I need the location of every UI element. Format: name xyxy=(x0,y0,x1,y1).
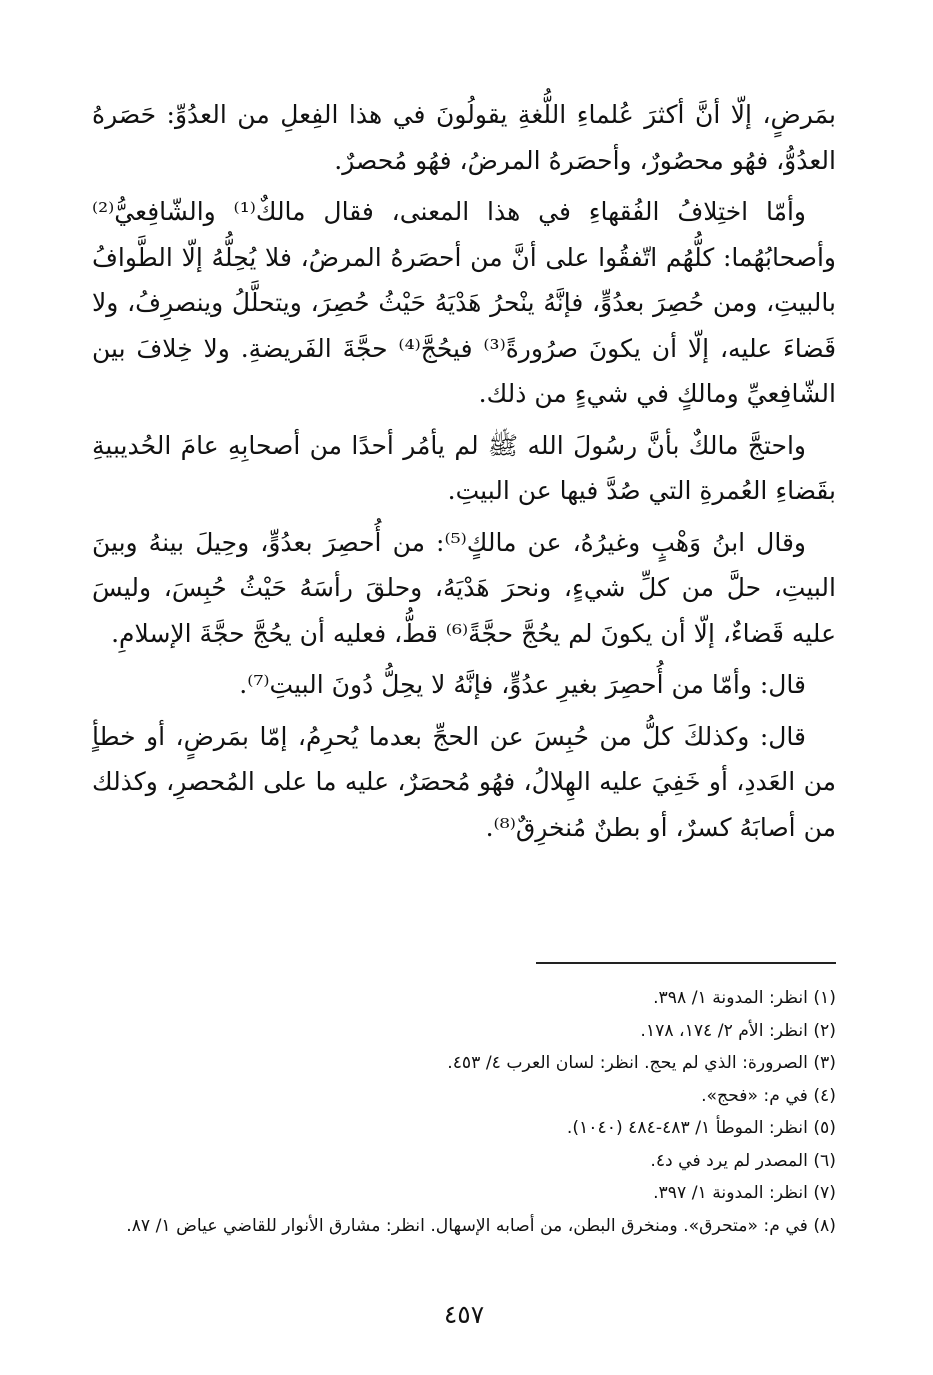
footnote-8: (٨) في م: «متحرق». ومنخرق البطن، من أصابه الإسهال. انظر: مشارق الأنوار للقاضي عياض ١/ ٨٧. xyxy=(126,1215,836,1236)
footnotes xyxy=(86,982,836,1242)
page-number: ٤٥٧ xyxy=(443,1300,485,1329)
paragraph: بمَرضٍ، إلّا أنَّ أكثرَ عُلماءِ اللُّغةِ يقولُونَ في هذا الفِعلِ من العدُوِّ: حَصَرهُ العدُوُّ، فهُو محصُورٌ، وأحصَرهُ المرضُ، فهُو مُحصرٌ. xyxy=(92,100,836,175)
main-text xyxy=(92,92,836,850)
footnote-3: (٣) الصرورة: الذي لم يحج. انظر: لسان العرب ٤/ ٤٥٣. xyxy=(447,1053,836,1073)
footnote-2: (٢) انظر: الأم ٢/ ١٧٤، ١٧٨. xyxy=(640,1020,836,1041)
footnote-6: (٦) المصدر لم يرد في د٤. xyxy=(650,1150,836,1171)
paragraph: واحتجَّ مالكٌ بأنَّ رسُولَ الله ﷺ لم يأمُر أحدًا من أصحابِهِ عامَ الحُديبيةِ بقَضاءِ العُمرةِ التي صُدَّ فيها عن البيتِ. xyxy=(92,430,836,505)
footnote-divider xyxy=(536,962,836,964)
book-page xyxy=(92,92,836,1375)
footnote-4: (٤) في م: «فحج». xyxy=(701,1085,836,1106)
paragraph: قال: وكذلكَ كلُّ من حُبِسَ عن الحجِّ بعدما يُحرِمُ، إمّا بمَرضٍ، أو خطأٍ من العَددِ، أو خَفِيَ عليه الهِلالُ، فهُو مُحصَرٌ، عليه ما على المُحصرِ، وكذلك من أصابَهُ كسرٌ، أو بطنٌ مُنخرِقٌ⁽⁸⁾. xyxy=(92,721,836,842)
paragraph: وقال ابنُ وَهْبٍ وغيرُهُ، عن مالكٍ⁽⁵⁾: من أُحصِرَ بعدُوٍّ، وحِيلَ بينهُ وبينَ البيتِ، حلَّ من كلِّ شيءٍ، ونحرَ هَدْيَهُ، وحلقَ رأسَهُ حَيْثُ حُبِسَ، وليسَ عليه قَضاءٌ، إلّا أن يكونَ لم يحُجَّ حجَّةً⁽⁶⁾ قطُّ، فعليه أن يحُجَّ حجَّةَ الإسلامِ. xyxy=(92,527,836,648)
footnote-5: (٥) انظر: الموطأ ١/ ٤٨٣-٤٨٤ (١٠٤٠). xyxy=(566,1118,836,1138)
footnote-7: (٧) انظر: المدونة ١/ ٣٩٧. xyxy=(653,1183,836,1203)
paragraph: وأمّا اختِلافُ الفُقهاءِ في هذا المعنى، فقال مالكٌ⁽¹⁾ والشّافِعيُّ⁽²⁾ وأصحابُهُما: كلُّهُم اتّفقُوا على أنَّ من أحصَرهُ المرضُ، فلا يُحِلُّهُ إلّا الطَّوافُ بالبيتِ، ومن حُصِرَ بعدُوٍّ، فإنَّهُ ينْحرُ هَدْيَهُ حَيْثُ حُصِرَ، ويتحلَّلُ وينصرِفُ، ولا قَضاءَ عليه، إلّا أن يكونَ صرُورةً⁽³⁾ فيحُجَّ⁽⁴⁾ حجَّةَ الفَريضةِ. ولا خِلافَ بين الشّافِعيِّ ومالكٍ في شيءٍ من ذلك. xyxy=(92,197,837,408)
footnote-1: (١) انظر: المدونة ١/ ٣٩٨. xyxy=(653,988,836,1008)
paragraph: قال: وأمّا من أُحصِرَ بغيرِ عدُوٍّ، فإنَّهُ لا يحِلُّ دُونَ البيتِ⁽⁷⁾. xyxy=(239,670,806,699)
